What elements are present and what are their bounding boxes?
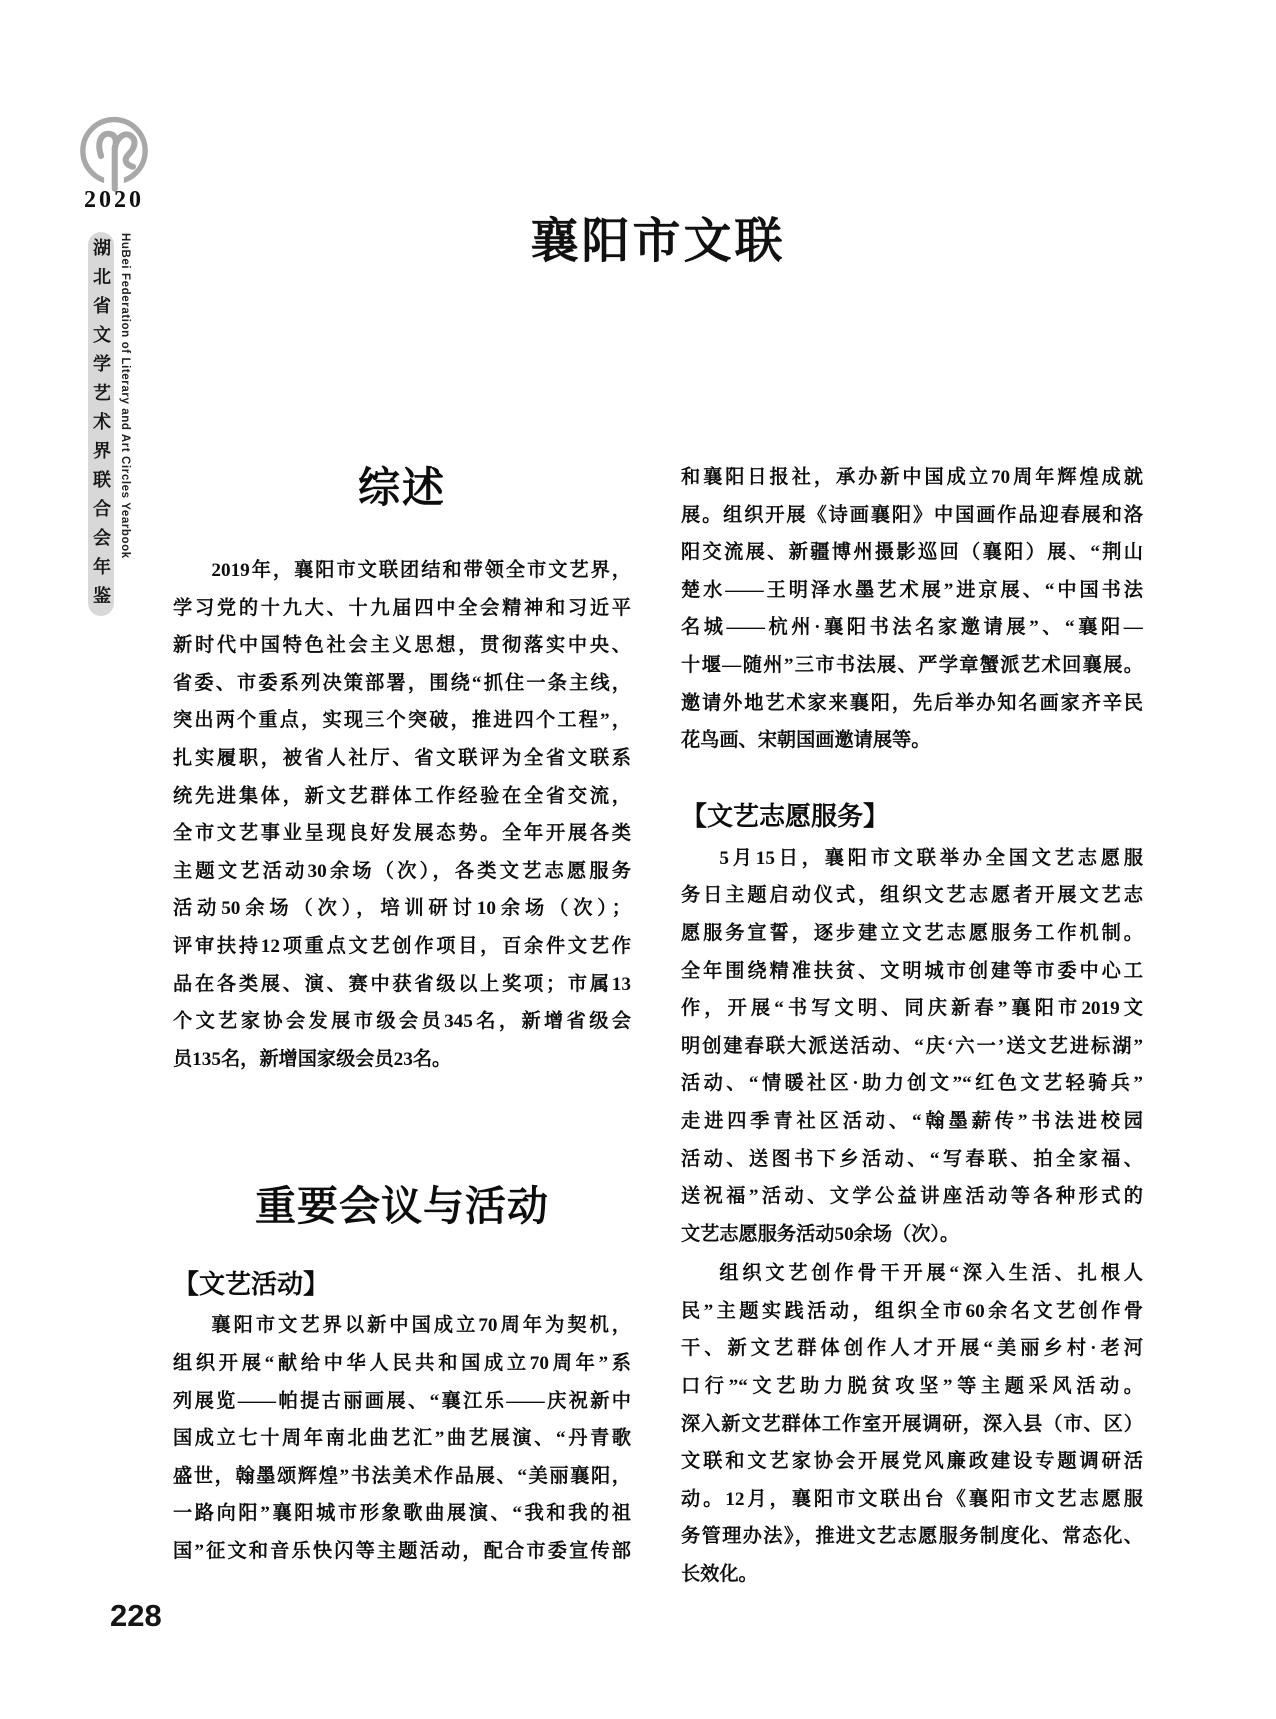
text-line: 口行”“文艺助力脱贫攻坚”等主题采风活动。 [681, 1376, 1143, 1398]
text-line: 名城——杭州·襄阳书法名家邀请展”、“襄阳— [681, 617, 1143, 639]
art-activities-paragraph [173, 1307, 631, 1570]
page-title: 襄阳市文联 [530, 215, 786, 268]
art-activities-paragraph-continued [681, 459, 1143, 760]
text-line: 十堰—随州”三市书法展、严学章蟹派艺术回襄展。 [681, 654, 1143, 676]
text-line: 一路向阳”襄阳城市形象歌曲展演、“我和我的祖 [173, 1503, 631, 1525]
text-line: 突出两个重点，实现三个突破，推进四个工程”， [173, 710, 631, 732]
sidebar-chinese-text: 湖北省文学艺术界联合会年鉴 [91, 237, 111, 615]
text-line: 明创建春联大派送活动、“庆‘六一’送文艺进标湖” [681, 1035, 1143, 1057]
subsection-heading-art-activities: 【文艺活动】 [173, 1269, 330, 1300]
text-line: 员135名，新增国家级会员23名。 [173, 1048, 452, 1070]
text-line: 国成立七十周年南北曲艺汇”曲艺展演、“丹青歌 [173, 1428, 631, 1450]
text-line: 务日主题启动仪式，组织文艺志愿者开展文艺志 [681, 885, 1143, 907]
text-line: 主题文艺活动30余场（次），各类文艺志愿服务 [173, 860, 631, 882]
text-line: 展。组织开展《诗画襄阳》中国画作品迎春展和洛 [681, 504, 1143, 526]
section-heading-meetings: 重要会议与活动 [255, 1183, 549, 1230]
text-line: 活动、“情暖社区·助力创文”“红色文艺轻骑兵” [681, 1073, 1143, 1095]
text-line: 省委、市委系列决策部署，围绕“抓住一条主线， [173, 672, 631, 694]
text-line: 走进四季青社区活动、“翰墨薪传”书法进校园 [681, 1110, 1143, 1132]
text-line: 全年围绕精准扶贫、文明城市创建等市委中心工 [681, 960, 1143, 982]
text-line: 楚水——王明泽水墨艺术展”进京展、“中国书法 [681, 579, 1143, 601]
volunteer-paragraph-1 [681, 840, 1143, 1254]
text-line: 送祝福”活动、文学公益讲座活动等各种形式的 [681, 1186, 1143, 1208]
text-line: 襄阳市文艺界以新中国成立70周年为契机， [211, 1315, 631, 1337]
text-line: 阳交流展、新疆博州摄影巡回（襄阳）展、“荆山 [681, 542, 1143, 564]
text-line: 文联和文艺家协会开展党风廉政建设专题调研活 [681, 1451, 1143, 1473]
sidebar-english-text: HuBei Federation of Literary and Art Circles Yearbook [119, 233, 131, 559]
right-column [681, 440, 1143, 1594]
federation-logo-icon [76, 114, 152, 192]
volunteer-paragraph-2 [681, 1255, 1143, 1593]
text-line: 新时代中国特色社会主义思想，贯彻落实中央、 [173, 635, 631, 657]
text-line: 干、新文艺群体创作人才开展“美丽乡村·老河 [681, 1338, 1143, 1360]
text-line: 统先进集体，新文艺群体工作经验在全省交流， [173, 785, 631, 807]
text-line: 扎实履职，被省人社厅、省文联评为全省文联系 [173, 747, 631, 769]
text-line: 民”主题实践活动，组织全市60余名文艺创作骨 [681, 1300, 1143, 1322]
text-line: 愿服务宣誓，逐步建立文艺志愿服务工作机制。 [681, 922, 1143, 944]
text-line: 品在各类展、演、赛中获省级以上奖项；市属13 [173, 973, 631, 995]
year-label: 2020 [84, 187, 144, 213]
text-line: 盛世，翰墨颂辉煌”书法美术作品展、“美丽襄阳， [173, 1465, 631, 1487]
text-line: 和襄阳日报社，承办新中国成立70周年辉煌成就 [681, 467, 1143, 488]
text-line: 2019年，襄阳市文联团结和带领全市文艺界， [211, 560, 631, 581]
text-line: 组织开展“献给中华人民共和国成立70周年”系 [173, 1352, 631, 1374]
text-line: 长效化。 [681, 1564, 758, 1586]
text-line: 花鸟画、宋朝国画邀请展等。 [681, 730, 931, 752]
text-line: 深入新文艺群体工作室开展调研，深入县（市、区） [681, 1413, 1143, 1435]
sidebar-strip [88, 232, 114, 616]
text-line: 5月15日，襄阳市文联举办全国文艺志愿服 [719, 847, 1143, 869]
text-line: 个文艺家协会发展市级会员345名，新增省级会 [173, 1011, 631, 1033]
text-line: 邀请外地艺术家来襄阳，先后举办知名画家齐辛民 [681, 692, 1143, 714]
page-number: 228 [110, 1598, 162, 1633]
text-line: 全市文艺事业呈现良好发展态势。全年开展各类 [173, 823, 631, 845]
text-line: 动。12月，襄阳市文联出台《襄阳市文艺志愿服 [681, 1488, 1143, 1510]
text-line: 组织文艺创作骨干开展“深入生活、扎根人 [719, 1263, 1143, 1285]
text-line: 务管理办法》，推进文艺志愿服务制度化、常态化、 [681, 1526, 1143, 1548]
subsection-heading-volunteer-service: 【文艺志愿服务】 [681, 800, 890, 831]
text-line: 作，开展“书写文明、同庆新春”襄阳市2019文 [681, 998, 1143, 1020]
text-line: 国”征文和音乐快闪等主题活动，配合市委宣传部 [173, 1540, 631, 1562]
section-heading-overview: 综述 [357, 464, 446, 511]
text-line: 列展览——帕提古丽画展、“襄江乐——庆祝新中 [173, 1390, 631, 1412]
left-column [173, 440, 631, 1570]
overview-paragraph [173, 552, 631, 1078]
text-line: 学习党的十九大、十九届四中全会精神和习近平 [173, 597, 631, 619]
text-line: 评审扶持12项重点文艺创作项目，百余件文艺作 [173, 935, 631, 957]
text-line: 活动、送图书下乡活动、“写春联、拍全家福、 [681, 1148, 1143, 1170]
text-line: 活动50余场（次），培训研讨10余场（次）； [173, 898, 631, 920]
text-line: 文艺志愿服务活动50余场（次）。 [681, 1223, 960, 1245]
